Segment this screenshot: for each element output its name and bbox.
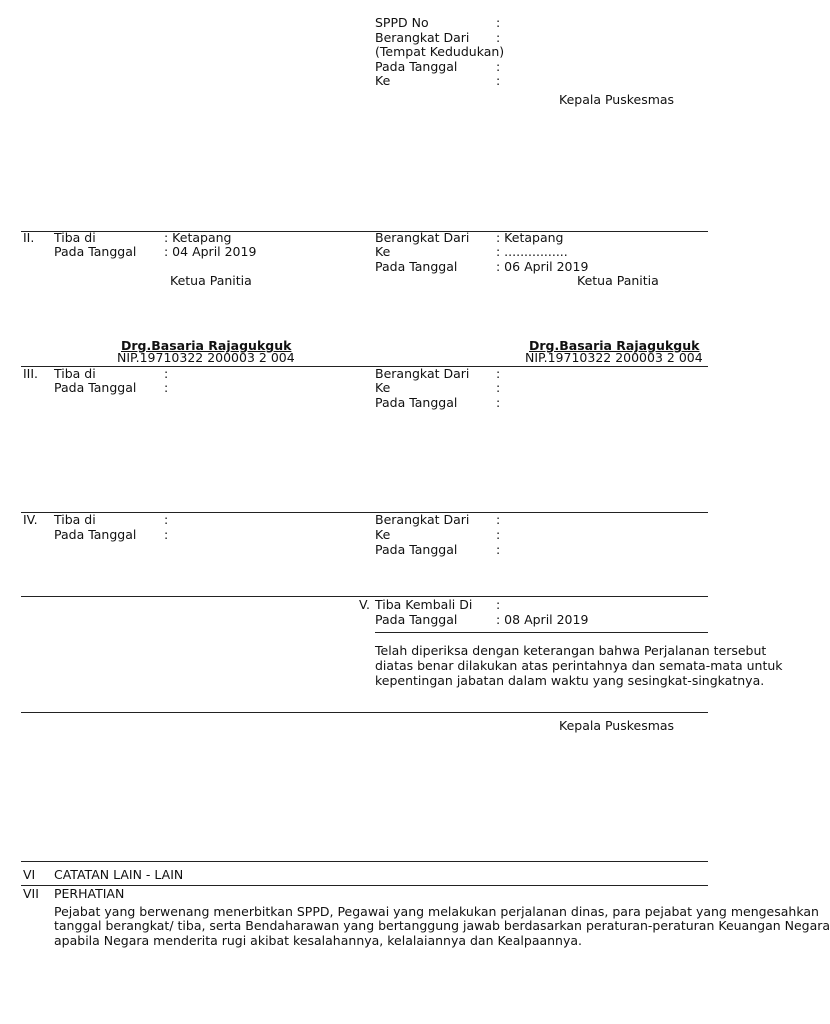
pada-tanggal-label: Pada Tanggal xyxy=(54,244,137,259)
ke-colon: : xyxy=(496,527,501,542)
right-signer-title: Ketua Panitia xyxy=(577,273,659,288)
section-iii-number: III. xyxy=(23,366,39,381)
right-pada-tanggal-colon: : xyxy=(496,395,501,410)
tiba-label: Tiba di xyxy=(54,230,96,245)
divider-ii xyxy=(21,231,708,232)
berangkat-dari-colon: : xyxy=(496,30,501,45)
pada-tanggal-colon: : xyxy=(164,527,169,542)
section-v-number: V. xyxy=(359,597,370,612)
berangkat-dari-label: Berangkat Dari xyxy=(375,230,470,245)
tiba-label: Tiba di xyxy=(54,512,96,527)
statement-line-3: kepentingan jabatan dalam waktu yang sesingkat-singkatnya. xyxy=(375,673,765,688)
tiba-colon: : xyxy=(164,366,169,381)
header-signer-title: Kepala Puskesmas xyxy=(559,92,675,107)
statement-line-1: Telah diperiksa dengan keterangan bahwa Perjalanan tersebut xyxy=(375,643,767,658)
ke-label: Ke xyxy=(375,73,391,88)
ke-colon: : xyxy=(496,73,501,88)
pada-tanggal-label: Pada Tanggal xyxy=(54,380,137,395)
ke-label: Ke xyxy=(375,527,391,542)
section-vii-number: VII xyxy=(23,886,39,901)
divider-iii xyxy=(21,366,708,367)
berangkat-dari-label: Berangkat Dari xyxy=(375,30,470,45)
statement-line-2: diatas benar dilakukan atas perintahnya dan semata-mata untuk xyxy=(375,658,783,673)
pada-tanggal-value: : 04 April 2019 xyxy=(164,244,257,259)
tempat-kedudukan-label: (Tempat Kedudukan) xyxy=(375,44,505,59)
ke-colon: : xyxy=(496,380,501,395)
right-signer-block xyxy=(525,338,708,368)
pada-tanggal-label: Pada Tanggal xyxy=(54,527,137,542)
perhatian-line-2: tanggal berangkat/ tiba, serta Bendaharawan yang bertanggung jawab berdasarkan peraturan-peraturan Keuangan Negara xyxy=(54,918,830,933)
tiba-value: : Ketapang xyxy=(164,230,232,245)
berangkat-dari-colon: : xyxy=(496,512,501,527)
divider-iv xyxy=(21,512,708,513)
section-vi-number: VI xyxy=(23,867,36,882)
berangkat-dari-value: : Ketapang xyxy=(496,230,564,245)
pada-tanggal-label: Pada Tanggal xyxy=(375,612,458,627)
right-signer-name: Drg.Basaria Rajagukguk xyxy=(529,338,700,353)
divider-vi xyxy=(21,861,708,862)
section-v-signer-title: Kepala Puskesmas xyxy=(559,718,675,733)
section-ii-number: II. xyxy=(23,230,35,245)
perhatian-line-1: Pejabat yang berwenang menerbitkan SPPD, Pegawai yang melakukan perjalanan dinas, para pejabat yang mengesahkan xyxy=(54,904,819,919)
ke-label: Ke xyxy=(375,380,391,395)
pada-tanggal-colon: : xyxy=(164,380,169,395)
ke-label: Ke xyxy=(375,244,391,259)
right-pada-tanggal-colon: : xyxy=(496,542,501,557)
right-pada-tanggal-label: Pada Tanggal xyxy=(375,259,458,274)
tiba-colon: : xyxy=(164,512,169,527)
left-signer-title: Ketua Panitia xyxy=(170,273,252,288)
right-pada-tanggal-label: Pada Tanggal xyxy=(375,542,458,557)
berangkat-dari-colon: : xyxy=(496,366,501,381)
pada-tanggal-label: Pada Tanggal xyxy=(375,59,458,74)
right-pada-tanggal-value: : 06 April 2019 xyxy=(496,259,589,274)
section-vii-title: PERHATIAN xyxy=(54,886,125,901)
section-vi-title: CATATAN LAIN - LAIN xyxy=(54,867,184,882)
perhatian-line-3: apabila Negara menderita rugi akibat kesalahannya, kelalaiannya dan Kealpaannya. xyxy=(54,933,583,948)
divider-signature xyxy=(21,712,708,713)
pada-tanggal-value: : 08 April 2019 xyxy=(496,612,589,627)
ke-value: : ................ xyxy=(496,244,568,259)
left-signer-nip: NIP.19710322 200003 2 004 xyxy=(117,350,295,365)
sppd-no-label: SPPD No xyxy=(375,15,429,30)
section-iv-number: IV. xyxy=(23,512,38,527)
tiba-kembali-colon: : xyxy=(496,597,501,612)
left-signer-name: Drg.Basaria Rajagukguk xyxy=(121,338,292,353)
pada-tanggal-colon: : xyxy=(496,59,501,74)
statement-divider xyxy=(375,632,708,633)
tiba-label: Tiba di xyxy=(54,366,96,381)
right-signer-nip: NIP.19710322 200003 2 004 xyxy=(525,350,703,365)
berangkat-dari-label: Berangkat Dari xyxy=(375,366,470,381)
tiba-kembali-label: Tiba Kembali Di xyxy=(375,597,473,612)
sppd-no-colon: : xyxy=(496,15,501,30)
berangkat-dari-label: Berangkat Dari xyxy=(375,512,470,527)
right-pada-tanggal-label: Pada Tanggal xyxy=(375,395,458,410)
